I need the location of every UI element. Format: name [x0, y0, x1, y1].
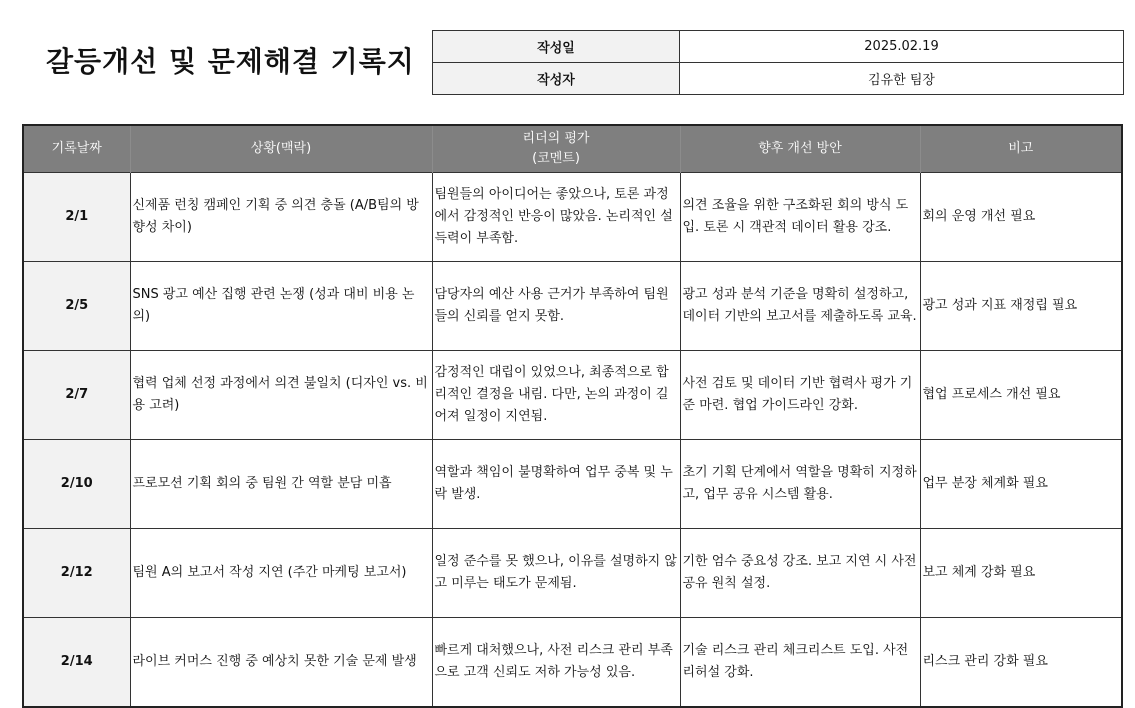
header-situation: 상황(맥락) — [130, 125, 432, 173]
cell-date[interactable]: 2/12 — [23, 529, 130, 618]
meta-label: 작성자 — [433, 63, 680, 95]
table-row — [23, 351, 1122, 440]
cell-evaluation[interactable]: 일정 준수를 못 했으나, 이유를 설명하지 않고 미루는 태도가 문제됨. — [432, 529, 680, 618]
cell-date[interactable]: 2/1 — [23, 173, 130, 262]
meta-value[interactable]: 2025.02.19 — [680, 31, 1124, 63]
cell-note[interactable]: 리스크 관리 강화 필요 — [920, 618, 1122, 708]
cell-situation[interactable]: 프로모션 기획 회의 중 팀원 간 역할 분담 미흡 — [130, 440, 432, 529]
conflict-record-table — [22, 124, 1123, 708]
cell-note[interactable]: 협업 프로세스 개선 필요 — [920, 351, 1122, 440]
table-row — [23, 440, 1122, 529]
table-row — [23, 262, 1122, 351]
cell-note[interactable]: 보고 체계 강화 필요 — [920, 529, 1122, 618]
cell-evaluation[interactable]: 담당자의 예산 사용 근거가 부족하여 팀원들의 신뢰를 얻지 못함. — [432, 262, 680, 351]
cell-evaluation[interactable]: 팀원들의 아이디어는 좋았으나, 토론 과정에서 감정적인 반응이 많았음. 논리적인 설득력이 부족함. — [432, 173, 680, 262]
cell-note[interactable]: 회의 운영 개선 필요 — [920, 173, 1122, 262]
cell-date[interactable]: 2/7 — [23, 351, 130, 440]
cell-improvement[interactable]: 사전 검토 및 데이터 기반 협력사 평가 기준 마련. 협업 가이드라인 강화. — [680, 351, 920, 440]
header-evaluation-line2: (코멘트) — [532, 151, 580, 166]
cell-improvement[interactable]: 초기 기획 단계에서 역할을 명확히 지정하고, 업무 공유 시스템 활용. — [680, 440, 920, 529]
cell-situation[interactable]: 협력 업체 선정 과정에서 의견 불일치 (디자인 vs. 비용 고려) — [130, 351, 432, 440]
cell-situation[interactable]: 팀원 A의 보고서 작성 지연 (주간 마케팅 보고서) — [130, 529, 432, 618]
cell-evaluation[interactable]: 감정적인 대립이 있었으나, 최종적으로 합리적인 결정을 내림. 다만, 논의 과정이 길어져 일정이 지연됨. — [432, 351, 680, 440]
header-note: 비고 — [920, 125, 1122, 173]
cell-improvement[interactable]: 기한 엄수 중요성 강조. 보고 지연 시 사전 공유 원칙 설정. — [680, 529, 920, 618]
header-improvement: 향후 개선 방안 — [680, 125, 920, 173]
cell-note[interactable]: 업무 분장 체계화 필요 — [920, 440, 1122, 529]
table-row — [23, 173, 1122, 262]
page-title: 갈등개선 및 문제해결 기록지 — [46, 45, 415, 78]
cell-note[interactable]: 광고 성과 지표 재정립 필요 — [920, 262, 1122, 351]
meta-table — [432, 30, 1124, 95]
cell-date[interactable]: 2/14 — [23, 618, 130, 708]
cell-evaluation[interactable]: 역할과 책임이 불명확하여 업무 중복 및 누락 발생. — [432, 440, 680, 529]
header-date: 기록날짜 — [23, 125, 130, 173]
cell-date[interactable]: 2/5 — [23, 262, 130, 351]
table-row — [23, 618, 1122, 708]
meta-label: 작성일 — [433, 31, 680, 63]
meta-row-author — [433, 63, 1124, 95]
cell-improvement[interactable]: 광고 성과 분석 기준을 명확히 설정하고, 데이터 기반의 보고서를 제출하도록 교육. — [680, 262, 920, 351]
cell-situation[interactable]: SNS 광고 예산 집행 관련 논쟁 (성과 대비 비용 논의) — [130, 262, 432, 351]
cell-situation[interactable]: 신제품 런칭 캠페인 기획 중 의견 충돌 (A/B팀의 방향성 차이) — [130, 173, 432, 262]
cell-date[interactable]: 2/10 — [23, 440, 130, 529]
cell-improvement[interactable]: 기술 리스크 관리 체크리스트 도입. 사전 리허설 강화. — [680, 618, 920, 708]
cell-situation[interactable]: 라이브 커머스 진행 중 예상치 못한 기술 문제 발생 — [130, 618, 432, 708]
table-header-row — [23, 125, 1122, 173]
cell-evaluation[interactable]: 빠르게 대처했으나, 사전 리스크 관리 부족으로 고객 신뢰도 저하 가능성 있음. — [432, 618, 680, 708]
header-evaluation — [432, 125, 680, 173]
cell-improvement[interactable]: 의견 조율을 위한 구조화된 회의 방식 도입. 토론 시 객관적 데이터 활용 강조. — [680, 173, 920, 262]
meta-value[interactable]: 김유한 팀장 — [680, 63, 1124, 95]
meta-row-date — [433, 31, 1124, 63]
header-evaluation-line1: 리더의 평가 — [522, 131, 590, 146]
table-row — [23, 529, 1122, 618]
